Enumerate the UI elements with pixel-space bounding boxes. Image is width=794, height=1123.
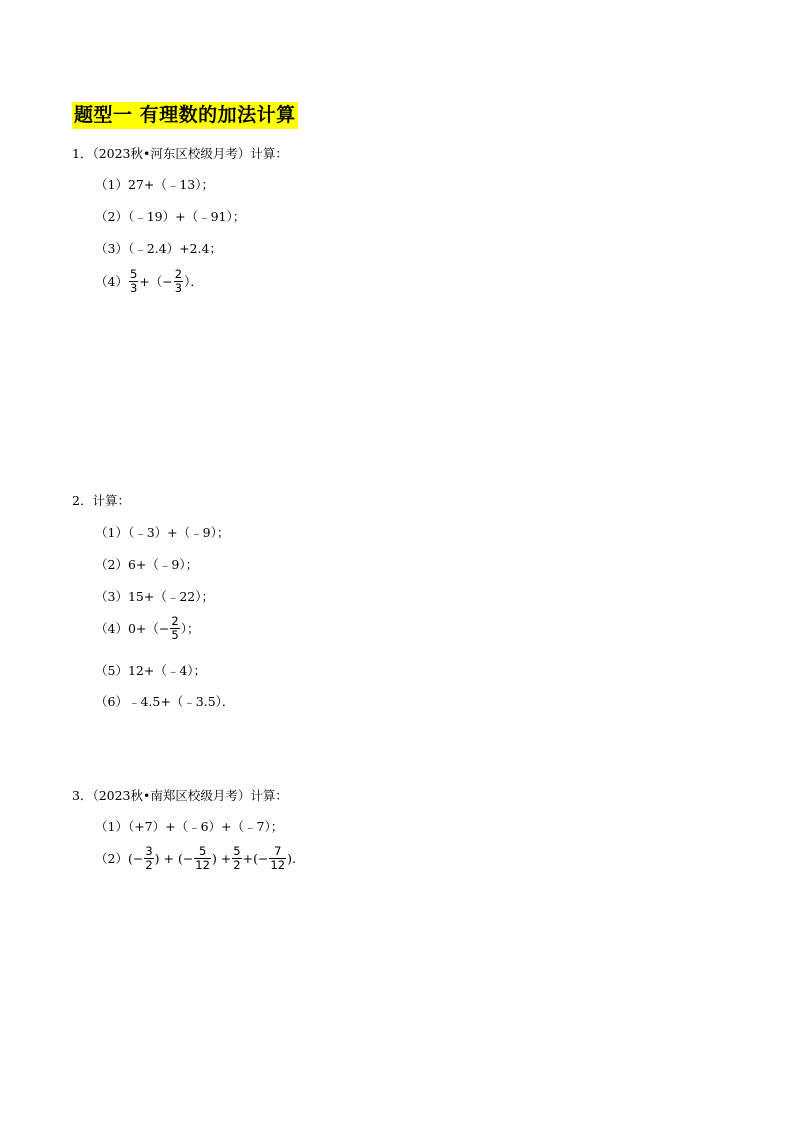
fraction [194, 845, 211, 872]
section-heading: 题型一 有理数的加法计算 [72, 102, 298, 129]
fraction-denominator: 2 [233, 858, 241, 872]
operator-text: ) + (− [154, 850, 194, 866]
fraction-denominator: 12 [195, 858, 210, 872]
question-1-part-4 [95, 268, 203, 295]
fraction-numerator: 5 [233, 844, 241, 858]
question-2-part-2: （2）6+（﹣9）； [95, 557, 199, 572]
fraction-numerator: 3 [145, 844, 153, 858]
fraction-numerator: 7 [274, 844, 282, 858]
fraction-numerator: 2 [171, 614, 179, 628]
fraction [129, 268, 138, 295]
part-label: （2）(− [95, 850, 144, 866]
question-3-part-1: （1）（+7）+（﹣6）+（﹣7）； [95, 819, 284, 834]
fraction-denominator: 3 [174, 281, 183, 295]
closing-text: ）． [184, 273, 203, 289]
closing-text: ）； [180, 620, 200, 636]
question-2-part-3: （3）15+（﹣22）； [95, 589, 214, 604]
fraction-numerator: 5 [198, 844, 207, 858]
fraction-denominator: 3 [129, 281, 138, 295]
fraction-denominator: 12 [270, 858, 286, 872]
part-label: （4）0+（− [95, 620, 170, 636]
fraction-denominator: 2 [145, 858, 153, 872]
operator-text: +(− [242, 850, 269, 866]
question-2-part-4 [95, 615, 199, 642]
question-2-part-6: （6）﹣4.5+（﹣3.5）． [95, 694, 235, 709]
fraction-numerator: 2 [174, 267, 183, 281]
question-2-title: 2．计算： [72, 493, 130, 508]
question-1-title: 1．（2023秋•河东区校级月考）计算： [72, 146, 288, 161]
question-3-title: 3．（2023秋•南郑区校级月考）计算： [72, 788, 288, 803]
closing-text: ). [287, 850, 296, 866]
fraction [170, 615, 179, 642]
question-2-part-5: （5）12+（﹣4）； [95, 663, 207, 678]
fraction [144, 845, 153, 872]
fraction-numerator: 5 [129, 267, 138, 281]
fraction [269, 845, 286, 872]
fraction [174, 268, 183, 295]
part-label: （4） [95, 273, 128, 289]
fraction [232, 845, 241, 872]
question-1-part-1: （1）27+（﹣13）； [95, 177, 214, 192]
fraction-denominator: 5 [171, 628, 179, 642]
question-1-part-2: （2）（﹣19）+（﹣91）； [95, 209, 246, 224]
question-2-part-1: （1）（﹣3）+（﹣9）； [95, 525, 230, 540]
operator-text: +（− [139, 273, 173, 289]
operator-text: ) + [211, 850, 232, 866]
question-3-part-2 [95, 845, 296, 872]
question-1-part-3: （3）（﹣2.4）+2.4； [95, 241, 222, 256]
